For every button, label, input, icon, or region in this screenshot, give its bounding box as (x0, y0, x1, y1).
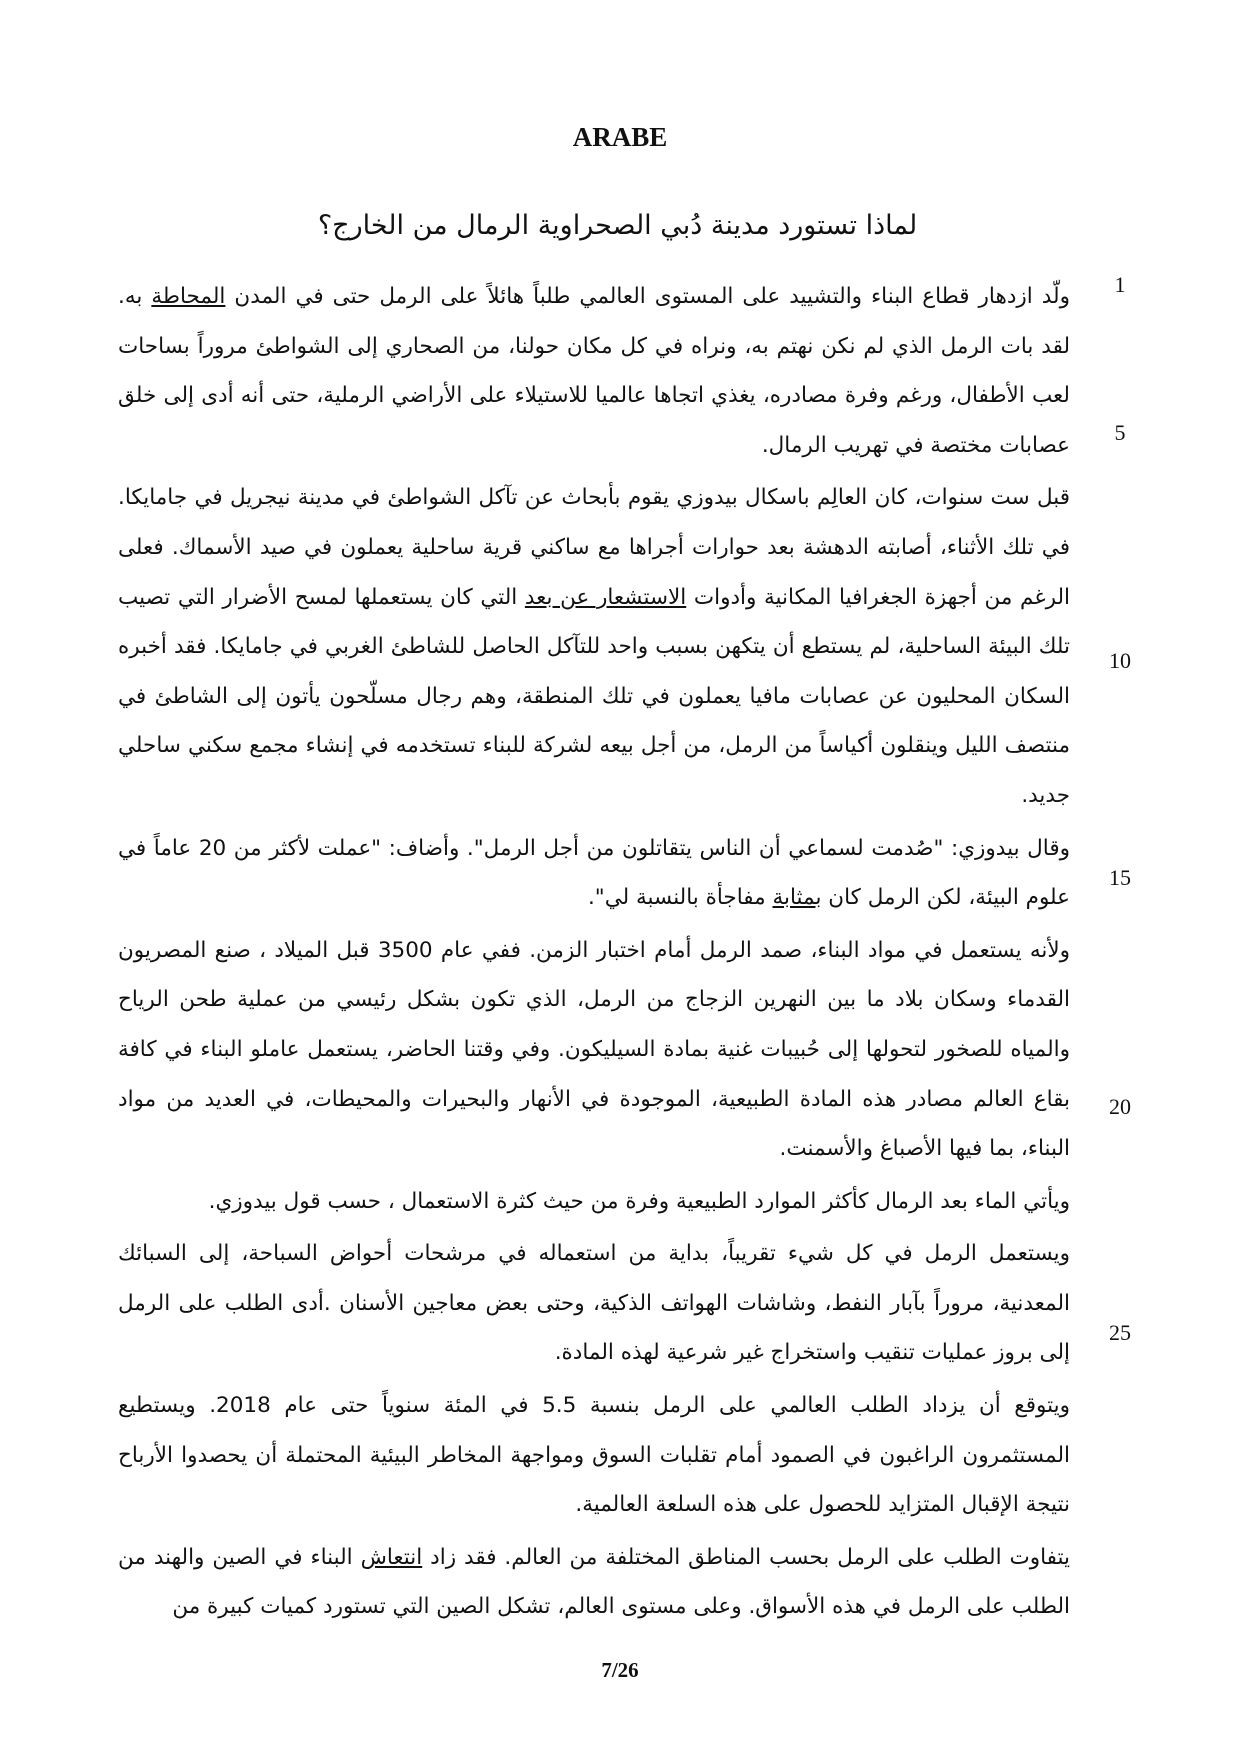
line-number: 15 (1109, 865, 1131, 890)
paragraph (118, 824, 1070, 923)
paragraph-text: به. لقد بات الرمل الذي لم نكن نهتم به، ونراه في كل مكان حولنا، من الصحاري إلى الشواطئ مروراً بساحات لعب الأطفال، ورغم وفرة مصادره، يغذي اتجاها عالميا للاستيلاء على الأراضي الرملية، حتى أنه أدى إلى خلق عصابات مختصة في تهريب الرمال. (118, 284, 1070, 458)
paragraph (118, 473, 1070, 820)
paragraph (118, 1533, 1070, 1632)
line-number: 1 (1114, 272, 1126, 297)
paragraph-text: ولّد ازدهار قطاع البناء والتشييد على المستوى العالمي طلباً هائلاً على الرمل حتى في المدن (225, 284, 1070, 309)
paragraph-text: ويستعمل الرمل في كل شيء تقريباً، بداية من استعماله في مرشحات أحواض السباحة، إلى السبائك المعدنية، مروراً بآبار النفط، وشاشات الهواتف الذكية، وحتى بعض معاجين الأسنان .أدى الطلب على الرمل إلى بروز عمليات تنقيب واستخراج غير شرعية لهذه المادة. (118, 1241, 1070, 1366)
line-number: 10 (1109, 648, 1131, 673)
paragraph-text: ويأتي الماء بعد الرمال كأكثر الموارد الطبيعية وفرة من حيث كثرة الاستعمال ، حسب قول بيدوزي. (208, 1188, 1070, 1214)
paragraph (118, 1229, 1070, 1378)
paragraph-text: قبل ست سنوات، كان العالِم باسكال بيدوزي يقوم بأبحاث عن تآكل الشواطئ في مدينة نيجريل في جامايكا. في تلك الأثناء، أصابته الدهشة بعد حوارات أجراها مع ساكني قرية ساحلية يعملون في صيد الأسماك. فعلى الرغم من أجهزة الجغرافيا المكانية وأدوات (118, 485, 1070, 610)
paragraph (118, 272, 1070, 470)
paragraph (118, 926, 1070, 1174)
article-title: لماذا تستورد مدينة دُبي الصحراوية الرمال من الخارج؟ (317, 210, 918, 241)
paragraph-text: مفاجأة بالنسبة لي". (587, 885, 773, 911)
underlined-word: بمثابة (772, 885, 822, 911)
paragraph (118, 1177, 1070, 1227)
paragraph-text: يتفاوت الطلب على الرمل بحسب المناطق المختلفة من العالم. فقد زاد (422, 1544, 1071, 1570)
paragraph (118, 1381, 1070, 1530)
underlined-word: المحاطة (151, 284, 226, 309)
paragraph-text: ولأنه يستعمل في مواد البناء، صمد الرمل أمام اختبار الزمن. ففي عام 3500 قبل الميلاد ، صنع المصريون القدماء وسكان بلاد ما بين النهرين الزجاج من الرمل، الذي تكون بشكل رئيسي من عملية طحن الرياح والمياه للصخور لتحولها إلى حُبيبات غنية بمادة السيليكون. وفي وقتنا الحاضر، يستعمل عاملو البناء في كافة بقاع العالم مصادر هذه المادة الطبيعية، الموجودة في الأنهار والبحيرات والمحيطات، في العديد من مواد البناء، بما فيها الأصباغ والأسمنت. (118, 937, 1071, 1162)
article-body (118, 272, 1070, 1632)
language-header: ARABE (572, 122, 668, 152)
paragraph-text: ويتوقع أن يزداد الطلب العالمي على الرمل بنسبة 5.5 في المئة سنوياً حتى عام 2018. ويستطيع المستثمرون الراغبون في الصمود أمام تقلبات السوق ومواجهة المخاطر البيئية المحتملة أن يحصدوا الأرباح نتيجة الإقبال المتزايد للحصول على هذه السلعة العالمية. (118, 1393, 1070, 1518)
line-number: 25 (1109, 1320, 1131, 1345)
underlined-word: انتعاش (360, 1544, 423, 1570)
paragraph-text: البناء في الصين والهند من الطلب على الرمل في هذه الأسواق. وعلى مستوى العالم، تشكل الصين التي تستورد كميات كبيرة من (118, 1544, 1070, 1620)
page-number: 7/26 (601, 1658, 639, 1682)
line-number: 20 (1109, 1094, 1131, 1119)
line-number: 5 (1114, 420, 1126, 445)
paragraph-text: وقال بيدوزي: "صُدمت لسماعي أن الناس يتقاتلون من أجل الرمل". وأضاف: "عملت لأكثر من 20 عاماً في علوم البيئة، لكن الرمل كان (118, 835, 1070, 911)
paragraph-text: التي كان يستعملها لمسح الأضرار التي تصيب تلك البيئة الساحلية، لم يستطع أن يتكهن بسبب واحد للتآكل الحاصل للشاطئ الغربي في جامايكا. فقد أخبره السكان المحليون عن عصابات مافيا يعملون في تلك المنطقة، وهم رجال مسلّحون يأتون إلى الشاطئ في منتصف الليل وينقلون أكياساً من الرمل، من أجل بيعه لشركة للبناء تستخدمه في إنشاء مجمع سكني ساحلي جديد. (118, 584, 1070, 808)
underlined-word: الاستشعار عن بعد (524, 584, 687, 610)
